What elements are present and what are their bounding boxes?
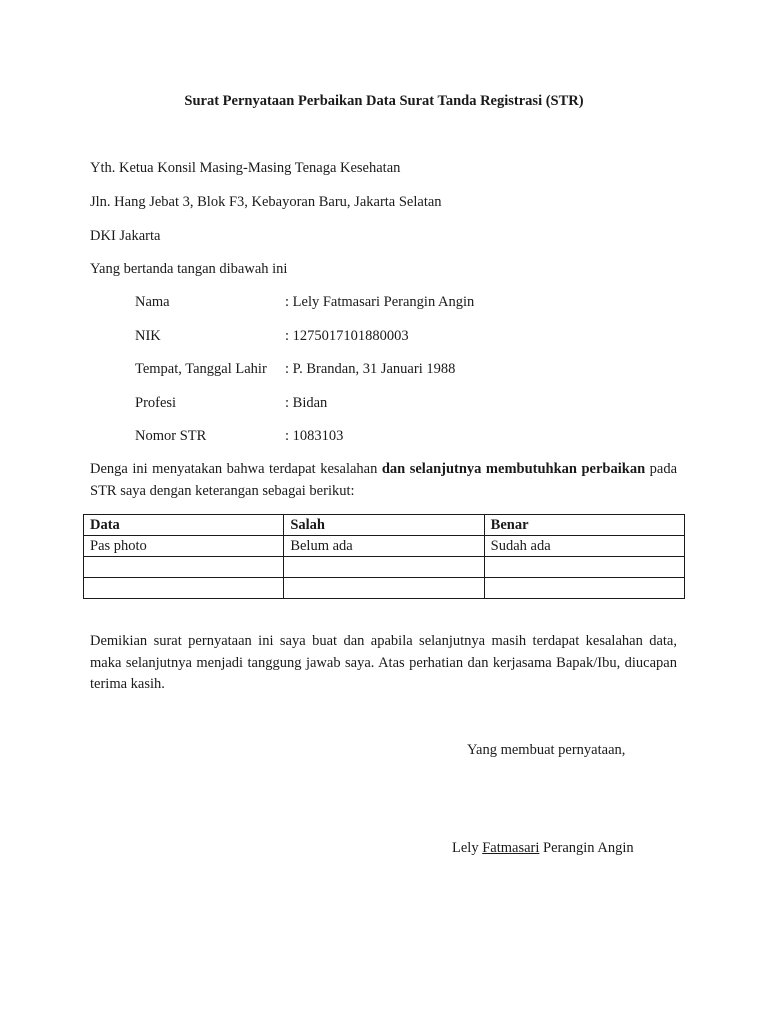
statement-bold: dan selanjutnya membutuhkan perbaikan	[381, 461, 646, 477]
table-header-salah: Salah	[284, 515, 484, 536]
document-title: Surat Pernyataan Perbaikan Data Surat Tanda Registrasi (STR)	[184, 93, 584, 109]
signer-last: Perangin Angin	[539, 840, 634, 856]
recipient-line-2: Jln. Hang Jebat 3, Blok F3, Kebayoran Baru, Jakarta Selatan	[90, 194, 442, 210]
identity-label-nik: NIK	[135, 328, 161, 344]
table-header-data: Data	[84, 515, 284, 536]
table-cell	[484, 557, 684, 578]
table-cell	[484, 578, 684, 599]
signer-middle: Fatmasari	[482, 840, 540, 856]
table-cell	[84, 557, 284, 578]
table-cell	[284, 578, 484, 599]
table-cell: Sudah ada	[484, 536, 684, 557]
closing-phrase: Yang membuat pernyataan,	[467, 742, 626, 758]
identity-label-str: Nomor STR	[135, 428, 207, 444]
table-row	[84, 557, 685, 578]
recipient-line-3: DKI Jakarta	[90, 228, 161, 244]
closing-paragraph: Demikian surat pernyataan ini saya buat dan apabila selanjutnya masih terdapat kesalahan data, maka selanjutnya menjadi tanggung jawab saya. Atas perhatian dan kerjasama Bapak/Ibu, diucapan terima kasih.	[90, 633, 677, 692]
table-cell: Belum ada	[284, 536, 484, 557]
correction-table	[83, 514, 685, 599]
signer-first: Lely	[452, 840, 483, 856]
table-cell	[84, 578, 284, 599]
table-cell	[284, 557, 484, 578]
table-cell: Pas photo	[84, 536, 284, 557]
intro-text: Yang bertanda tangan dibawah ini	[90, 261, 288, 277]
statement-part-2: pada STR saya dengan keterangan sebagai berikut:	[90, 461, 678, 499]
table-row	[84, 578, 685, 599]
signer-name	[452, 840, 634, 857]
table-header-benar: Benar	[484, 515, 684, 536]
identity-label-ttl: Tempat, Tanggal Lahir	[135, 361, 267, 377]
identity-label-nama: Nama	[135, 294, 170, 310]
identity-value-str: : 1083103	[285, 428, 344, 444]
statement-part-1: Denga ini menyatakan bahwa terdapat kesalahan	[90, 461, 382, 477]
identity-value-nama: : Lely Fatmasari Perangin Angin	[285, 294, 475, 310]
recipient-line-1: Yth. Ketua Konsil Masing-Masing Tenaga Kesehatan	[90, 160, 401, 176]
table-row	[84, 536, 685, 557]
identity-value-profesi: : Bidan	[285, 395, 328, 411]
identity-label-profesi: Profesi	[135, 395, 177, 411]
table-header-row	[84, 515, 685, 536]
statement-paragraph	[90, 459, 677, 502]
identity-value-nik: : 1275017101880003	[285, 328, 409, 344]
identity-value-ttl: : P. Brandan, 31 Januari 1988	[285, 361, 456, 377]
